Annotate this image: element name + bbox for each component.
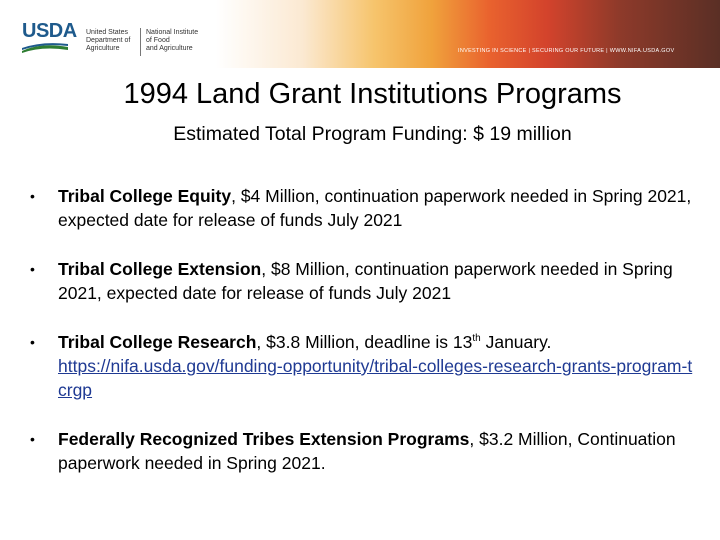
slide-subtitle: Estimated Total Program Funding: $ 19 million bbox=[173, 123, 572, 145]
bullet-list bbox=[30, 184, 700, 475]
bullet-item-tribes-extension bbox=[30, 427, 700, 475]
bullet-item-equity bbox=[30, 184, 700, 232]
program-details: , $8 Million, continuation paperwork needed in Spring 2021, expected date for release of funds July 2021 bbox=[58, 259, 673, 303]
slide-title: 1994 Land Grant Institutions Programs bbox=[123, 78, 622, 110]
usda-logo-swoosh-icon bbox=[20, 42, 70, 54]
bullet-dot-icon: • bbox=[30, 261, 35, 277]
program-details: , $4 Million, continuation paperwork needed in Spring 2021, expected date for release of funds July 2021 bbox=[58, 186, 692, 230]
bullet-item-research bbox=[30, 330, 700, 402]
program-details-end: January. bbox=[480, 332, 552, 352]
program-details: , $3.8 Million, deadline is 13 bbox=[256, 332, 473, 352]
bullet-dot-icon: • bbox=[30, 188, 35, 204]
header-banner bbox=[0, 0, 720, 68]
institute-name: National Institute of Food and Agriculture bbox=[146, 29, 199, 52]
bullet-dot-icon: • bbox=[30, 431, 35, 447]
program-name: Federally Recognized Tribes Extension Programs bbox=[58, 429, 470, 449]
bullet-dot-icon: • bbox=[30, 334, 35, 350]
program-details: , $3.2 Million, Continuation paperwork needed in Spring 2021. bbox=[58, 429, 676, 473]
bullet-item-extension bbox=[30, 257, 700, 305]
usda-logo: USDA bbox=[22, 20, 77, 42]
ordinal-suffix: th bbox=[472, 333, 481, 345]
program-name: Tribal College Extension bbox=[58, 259, 262, 279]
header-divider bbox=[140, 28, 141, 56]
research-grants-link[interactable]: https://nifa.usda.gov/funding-opportunity/tribal-colleges-research-grants-program-tcrgp bbox=[58, 356, 693, 400]
header-tagline: INVESTING IN SCIENCE | SECURING OUR FUTURE | WWW.NIFA.USDA.GOV bbox=[458, 48, 675, 54]
program-name: Tribal College Equity bbox=[58, 186, 232, 206]
department-name: United States Department of Agriculture bbox=[86, 29, 131, 52]
program-name: Tribal College Research bbox=[58, 332, 257, 352]
